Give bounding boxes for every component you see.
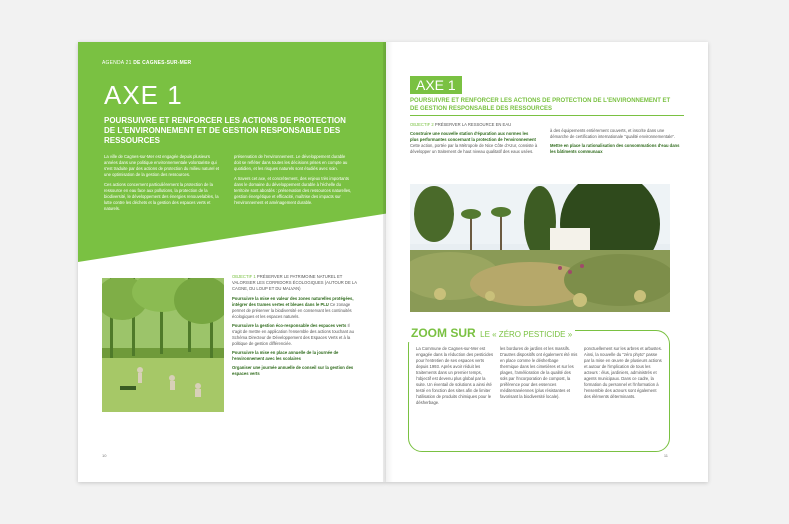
- intro-column-1: [104, 154, 222, 212]
- list-item: [410, 131, 538, 155]
- axe-title: AXE 1: [104, 80, 183, 110]
- list-item: [232, 350, 360, 362]
- axe-subtitle-right: POURSUIVRE ET RENFORCER LES ACTIONS DE PROTECTION DE L'ENVIRONNEMENT ET DE GESTION RESPONSABLE DES RESSOURCES: [410, 98, 671, 112]
- zoom-column-1: La Commune de Cagnes-sur-Mer est engagée dans la réduction des pesticides pour l'entretien de ses espaces verts depuis 1993. Après avoir réduit les traitements dans un premier temps, l'objectif est devenu plus global par la suite. Un éventail de solutions a ainsi été testé en fonction des sites afin de limiter l'utilisation de produits chimiques pour le désherbage.: [416, 346, 494, 405]
- park-photo: [102, 278, 224, 412]
- bullet-title: Poursuivre la mise en valeur des zones naturelles protégées, intégrer des trames vertes et bleues dans le PLU: [232, 296, 354, 307]
- objective-2-label: OBJECTIF 2: [410, 122, 434, 127]
- axe-subtitle: POURSUIVRE ET RENFORCER LES ACTIONS DE PROTECTION DE L'ENVIRONNEMENT ET DE GESTION RESPONSABLE DES RESSOURCES: [104, 116, 346, 145]
- kicker-prefix: AGENDA 21: [102, 60, 132, 66]
- list-item: [232, 296, 360, 320]
- zoom-column-2: les bordures de jardins et les massifs. D'autres dispositifs ont également été mis en place comme le désherbage thermique dans les cimetières et sur les plages, l'amélioration de la qualité des sols par l'incorporation de compost, la préférence pour des essences méditerranéennes (plus résistantes et favorisant la biodiversité locale).: [500, 346, 578, 399]
- bullet-list: [232, 296, 360, 377]
- running-header: [102, 60, 191, 66]
- zoom-heading: [408, 324, 575, 342]
- bullet-title: Poursuivre la mise en place annuelle de la journée de l'environnement avec les scolaires: [232, 350, 339, 361]
- bullet-title: Construire une nouvelle station d'épuration aux normes les plus performantes concernant la protection de l'environnement: [410, 131, 536, 142]
- continuation-text: à des équipements entièrement couverts, et inscrite dans une démarche de certification internationale "qualité environnementale".: [550, 128, 676, 139]
- divider: [410, 115, 684, 116]
- kicker-city: DE CAGNES-SUR-MER: [133, 60, 192, 66]
- bullet-text: Ce zonage permet de préserver la biodiversité en conservant les continuités écologiques et les espaces naturels.: [232, 302, 352, 319]
- zoom-word: ZOOM SUR: [411, 326, 476, 340]
- list-item: [550, 143, 682, 155]
- right-page: [386, 42, 708, 482]
- objective-text: PRÉSERVER LE PATRIMOINE NATUREL ET VALORISER LES CORRIDORS ÉCOLOGIQUES (AUTOUR DE LA CAGNE, DU LOUP ET DU MALVAN): [232, 274, 357, 291]
- list-item: [232, 323, 360, 347]
- intro-paragraph-3: préservation de l'environnement. Le développement durable doit se refléter dans toutes les décisions prises en compte au quotidien, et les risques naturels sont étudiés avec soin.: [234, 154, 348, 171]
- bullet-title: Organiser une journée annuelle de conseil sur la gestion des espaces verts: [232, 365, 354, 376]
- objective-label: OBJECTIF 1: [232, 274, 256, 279]
- objective-2-text: PRÉSERVER LA RESSOURCE EN EAU: [434, 122, 512, 127]
- book-spine: [383, 42, 393, 482]
- garden-photo: [410, 184, 670, 312]
- objective-2-block: [410, 122, 538, 155]
- intro-column-2: [234, 154, 352, 206]
- intro-paragraph-2: Ces actions concernent particulièrement la protection de la ressource en eau face aux pollutions, la protection de la biodiversité, le développement des énergies renouvelables, la lutte contre les déchets et la gestion des espaces verts et naturels.: [104, 182, 219, 211]
- green-header-band: [78, 42, 386, 262]
- intro-paragraph-4: A travers cet axe, et concrètement, des enjeux très importants dans le domaine du développement durable à l'échelle du territoire sont abordés : préservation des ressources naturelles, gestion énergétique et efficacité, maîtrise des impacts sur l'environnement et aménagement durable.: [234, 176, 352, 205]
- bullet-text: Cette action, portée par la Métropole de Nice Côte d'Azur, consiste à développer un traitement de haut niveau qualitatif des eaux usées.: [410, 143, 538, 154]
- zoom-subtitle: LE « ZÉRO PESTICIDE »: [480, 330, 573, 339]
- page-number-left: 10: [102, 453, 107, 458]
- axe-title-right: AXE 1: [410, 76, 462, 94]
- intro-paragraph-1: La ville de Cagnes-sur-Mer est engagée depuis plusieurs années dans une politique environnementale volontariste qui s'est traduite par des actions de protection du milieu naturel et une optimisation de la gestion des ressources.: [104, 154, 220, 177]
- bullet-title: Poursuivre la gestion éco-responsable des espaces verts: [232, 323, 347, 328]
- page-number-right: 11: [663, 453, 668, 458]
- zoom-column-3: ponctuellement sur les arbres et arbustes. Ainsi, la nouvelle du "zéro phyto" passe par la mise en œuvre de plusieurs actions et autour de l'implication de tous les acteurs : élus, jardiniers, administrés et agents municipaux. Dans ce cadre, la formation du personnel et l'information à l'ensemble des acteurs sont également des éléments déterminants.: [584, 346, 662, 399]
- objective-2-column-2: [550, 128, 682, 155]
- bullet-text: Il s'agit de mettre en application l'ensemble des actions touchant au Schéma Directeur de Développement des Espaces Verts et à la politique de gestion différenciée.: [232, 323, 354, 346]
- left-page: [78, 42, 386, 482]
- bullet-title: Mettre en place la rationalisation des consommations d'eau dans les bâtiments communaux: [550, 143, 680, 154]
- list-item: [232, 365, 360, 377]
- objective-block: [232, 274, 360, 377]
